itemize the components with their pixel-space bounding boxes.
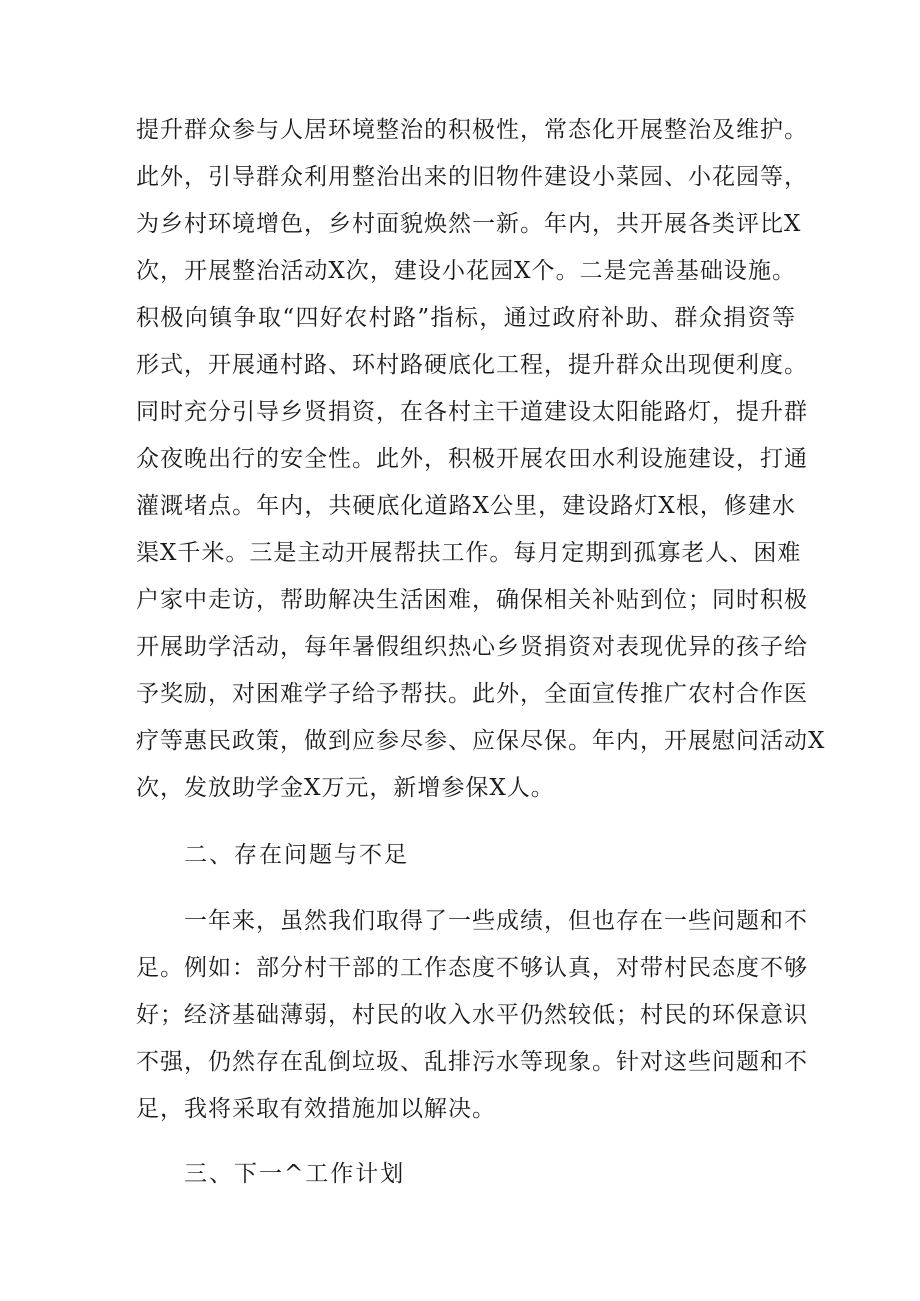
paragraph-line: 渠X千米。三是主动开展帮扶工作。每月定期到孤寡老人、困难 bbox=[136, 540, 802, 566]
paragraph-line: 次，开展整治活动X次，建设小花园X个。二是完善基础设施。 bbox=[136, 258, 796, 284]
paragraph-line: 次，发放助学金X万元，新增参保X人。 bbox=[136, 775, 555, 801]
section-heading-2: 二、存在问题与不足 bbox=[184, 842, 409, 868]
paragraph-line: 提升群众参与人居环境整治的积极性，常态化开展整治及维护。 bbox=[136, 117, 808, 143]
paragraph-line: 众夜晚出行的安全性。此外，积极开展农田水利设施建设，打通 bbox=[136, 446, 808, 472]
paragraph-line: 足，我将采取有效措施加以解决。 bbox=[136, 1096, 496, 1122]
paragraph-line: 一年来，虽然我们取得了一些成绩，但也存在一些问题和不 bbox=[184, 908, 808, 934]
paragraph-line: 为乡村环境增色，乡村面貌焕然一新。年内，共开展各类评比X bbox=[136, 211, 802, 237]
paragraph-line: 开展助学活动，每年暑假组织热心乡贤捐资对表现优异的孩子给 bbox=[136, 634, 808, 660]
paragraph-line: 好；经济基础薄弱，村民的收入水平仍然较低；村民的环保意识 bbox=[136, 1002, 808, 1028]
paragraph-line: 此外，引导群众利用整治出来的旧物件建设小菜园、小花园等， bbox=[136, 164, 808, 190]
paragraph-line: 积极向镇争取“四好农村路”指标，通过政府补助、群众捐资等 bbox=[136, 305, 796, 331]
paragraph-line: 同时充分引导乡贤捐资，在各村主干道建设太阳能路灯，提升群 bbox=[136, 399, 808, 425]
paragraph-line: 疗等惠民政策，做到应参尽参、应保尽保。年内，开展慰问活动X bbox=[136, 728, 826, 754]
paragraph-line: 户家中走访，帮助解决生活困难，确保相关补贴到位；同时积极 bbox=[136, 587, 808, 613]
paragraph-line: 灌溉堵点。年内，共硬底化道路X公里，建设路灯X根，修建水 bbox=[136, 493, 796, 519]
paragraph-line: 足。例如：部分村干部的工作态度不够认真，对带村民态度不够 bbox=[136, 955, 808, 981]
paragraph-line: 不强，仍然存在乱倒垃圾、乱排污水等现象。针对这些问题和不 bbox=[136, 1049, 808, 1075]
paragraph-line: 予奖励，对困难学子给予帮扶。此外，全面宣传推广农村合作医 bbox=[136, 681, 808, 707]
section-heading-3: 三、下一^工作计划 bbox=[184, 1161, 406, 1187]
paragraph-line: 形式，开展通村路、环村路硬底化工程，提升群众出现便利度。 bbox=[136, 352, 808, 378]
